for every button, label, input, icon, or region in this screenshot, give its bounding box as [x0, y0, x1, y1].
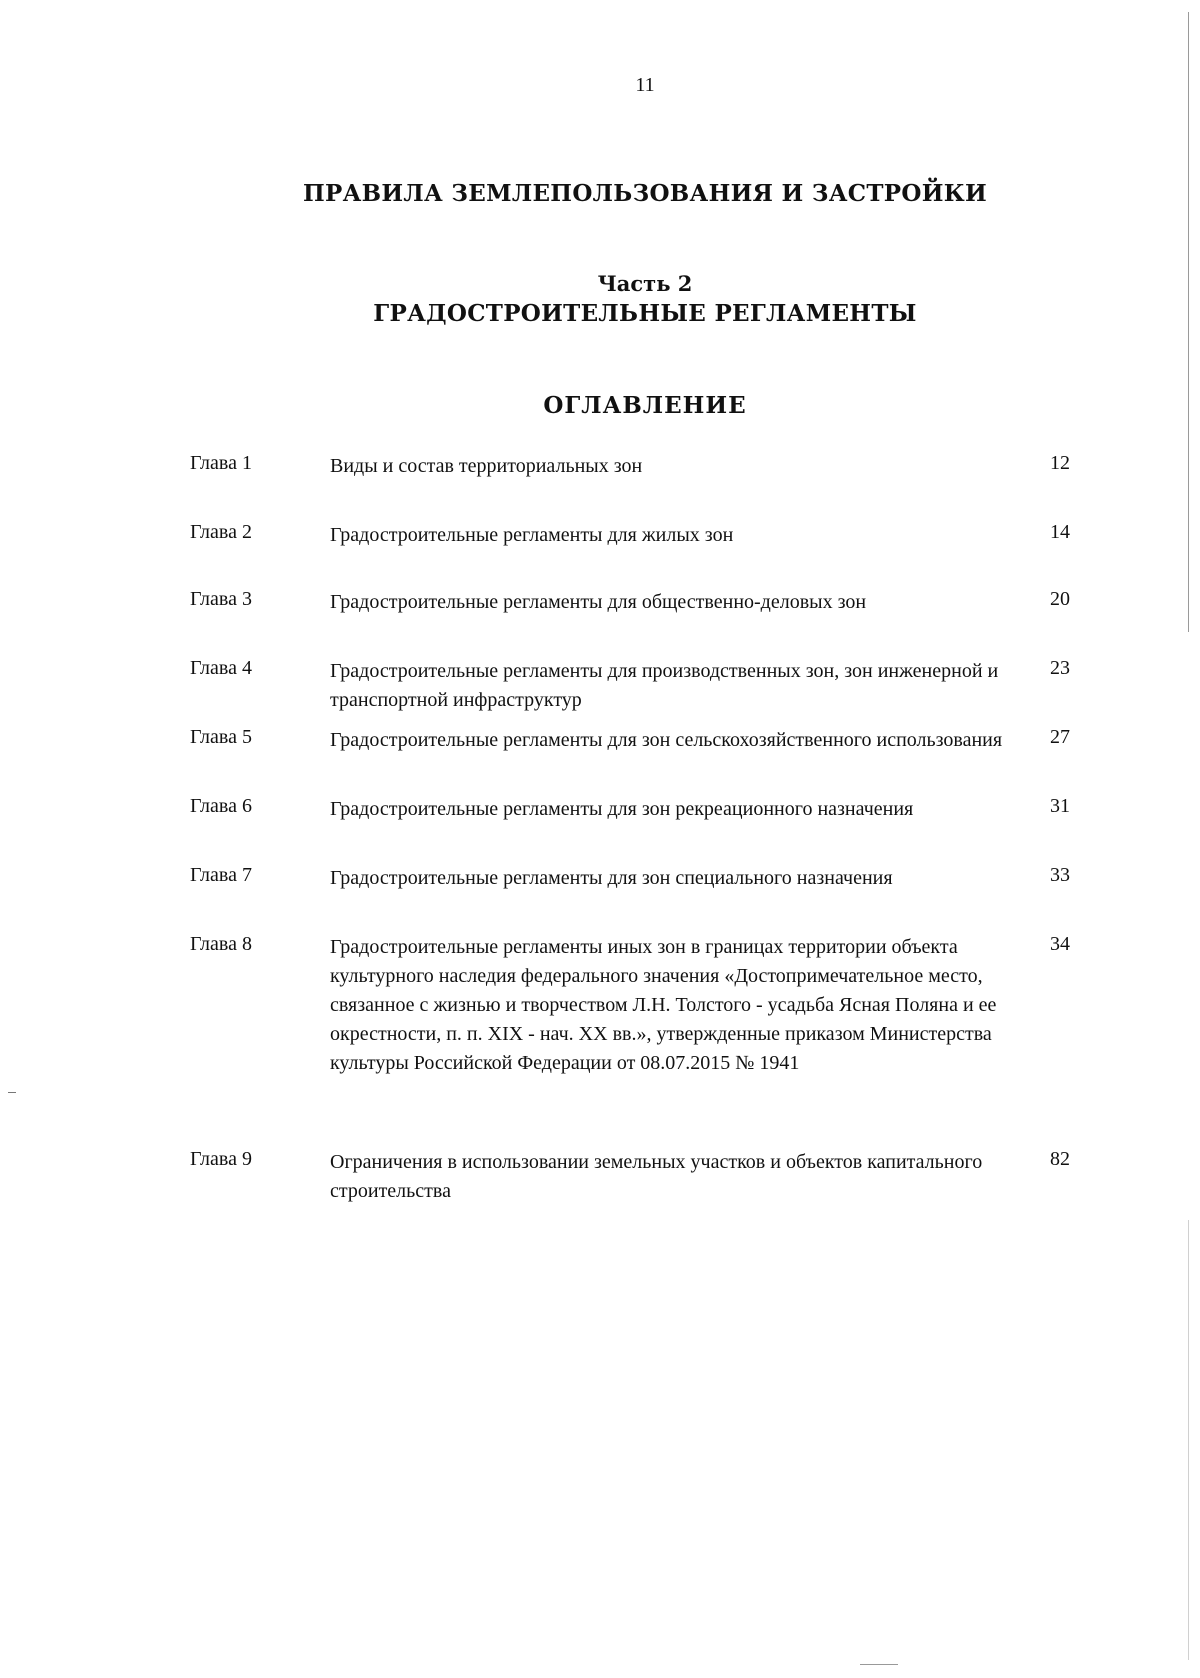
toc-page-number: 12 [1050, 452, 1070, 474]
toc-page-number: 31 [1050, 795, 1070, 817]
toc-page-number: 33 [1050, 864, 1070, 886]
toc-entry-title: Виды и состав территориальных зон [330, 455, 643, 477]
toc-page-number: 20 [1050, 588, 1070, 610]
toc-page-number: 82 [1050, 1148, 1070, 1170]
toc-entry-title: Градостроительные регламенты для зон сельскохозяйственного использования [330, 729, 1003, 751]
toc-chapter-label: Глава 8 [190, 933, 252, 955]
toc-chapter-label: Глава 6 [190, 795, 252, 817]
toc-chapter-label: Глава 1 [190, 452, 252, 474]
toc-chapter-label: Глава 5 [190, 726, 252, 748]
part-title: ГРАДОСТРОИТЕЛЬНЫЕ РЕГЛАМЕНТЫ [373, 300, 917, 327]
part-label: Часть 2 [597, 271, 693, 296]
toc-entry-title: Градостроительные регламенты иных зон в границах территории объекта культурного наследия федерального значения «Достопримечательное место, связанное с жизнью и творчеством Л.Н. Толстого - усадьба Ясная Поляна и ее окрестности, п. п. XIX - нач. XX вв.», утвержденные приказом Министерства культуры Российской Федерации от 08.07.2015 № 1941 [330, 936, 997, 1074]
toc-chapter-label: Глава 9 [190, 1148, 252, 1170]
toc-heading: ОГЛАВЛЕНИЕ [543, 392, 747, 419]
toc-entry-title: Ограничения в использовании земельных участков и объектов капитального строительства [330, 1151, 983, 1202]
toc-page-number: 23 [1050, 657, 1070, 679]
toc-entry-title: Градостроительные регламенты для производственных зон, зон инженерной и транспортной инфраструктур [330, 660, 999, 711]
toc-chapter-label: Глава 7 [190, 864, 252, 886]
toc-page-number: 14 [1050, 521, 1070, 543]
toc-entry-title: Градостроительные регламенты для общественно-деловых зон [330, 591, 867, 613]
toc-page-number: 27 [1050, 726, 1070, 748]
toc-chapter-label: Глава 4 [190, 657, 252, 679]
toc-chapter-label: Глава 2 [190, 521, 252, 543]
toc-entry-title: Градостроительные регламенты для зон специального назначения [330, 867, 893, 889]
scan-mark [8, 1092, 16, 1093]
page-number: 11 [635, 74, 655, 96]
scan-edge-line-lower [1188, 1220, 1189, 1660]
document-title: ПРАВИЛА ЗЕМЛЕПОЛЬЗОВАНИЯ И ЗАСТРОЙКИ [302, 180, 988, 207]
toc-entry-title: Градостроительные регламенты для зон рекреационного назначения [330, 798, 914, 820]
toc-entry-title: Градостроительные регламенты для жилых зон [330, 524, 734, 546]
scan-mark [860, 1664, 898, 1665]
toc-chapter-label: Глава 3 [190, 588, 252, 610]
toc-page-number: 34 [1050, 933, 1070, 955]
